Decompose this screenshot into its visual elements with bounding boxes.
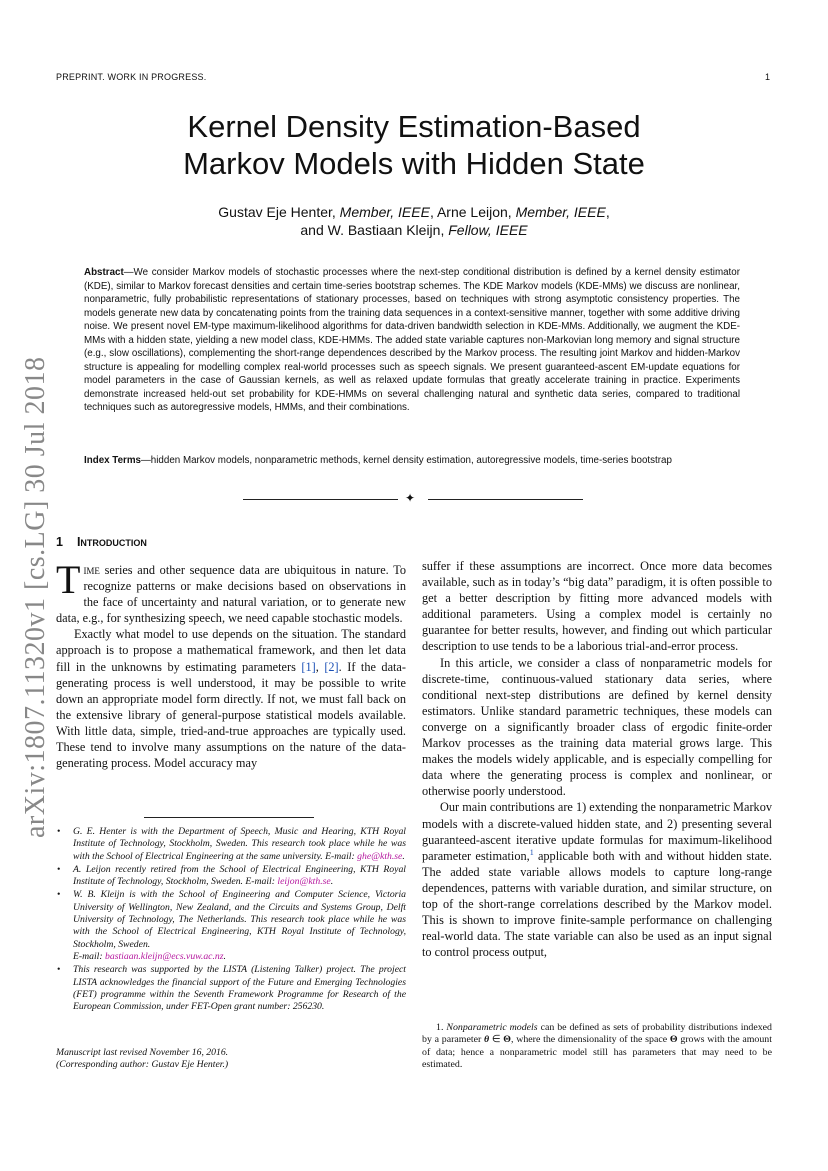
- footnote-rule: [144, 817, 314, 818]
- email-link-kleijn[interactable]: bastiaan.kleijn@ecs.vuw.ac.nz: [105, 950, 224, 962]
- author-1-role: Member, IEEE: [339, 204, 430, 220]
- abstract-text: —We consider Markov models of stochastic processes where the next-step conditional distribution is defined by a kernel density estimator (KDE), similar to Markov forecast densities and certain time-series bootstrap schemes. The KDE Markov models (KDE-MMs) we discuss are nonlinear, nonparametric, fully probabilistic representations of stationary processes, based on techniques with strong asymptotic consistency properties. The models generate new data by concatenating points from the training data sequences in a context-sensitive manner, together with some additive driving noise. We present novel EM-type maximum-likelihood algorithms for data-driven bandwidth selection in KDE-MMs. Additionally, we augment the KDE-MMs with a hidden state, yielding a new model class, KDE-HMMs. The added state variable captures non-Markovian long memory and signal structure (e.g., slow oscillations), complementing the short-range dependences described by the Markov process. The resulting joint Markov and hidden-Markov structure is appealing for modelling complex real-world processes such as speech signals. We present guaranteed-ascent EM-update equations for model parameters in the case of Gaussian kernels, as well as relaxed update formulas that greatly accelerate training in practice. Experiments demonstrate increased held-out set probability for KDE-HMMs on several challenging natural and synthetic data series, compared to traditional techniques such as autoregressive models, HMMs, and their combinations.: [84, 267, 740, 413]
- paper-title: [0, 108, 828, 182]
- footnote-kleijn-text: W. B. Kleijn is with the School of Engineering and Computer Science, Victoria University of Wellington, New Zealand, and the Circuits and Systems Group, Delft University of Technology, The Netherlands. This research took place while he was with the School of Electrical Engineering, KTH Royal Institute of Technology, Stockholm, Sweden.: [73, 889, 406, 950]
- footnote-1-text-b: , where the dimensionality of the space: [510, 1034, 670, 1046]
- citation-2-link[interactable]: [2]: [324, 659, 339, 674]
- email-link-leijon[interactable]: leijon@kth.se: [277, 876, 331, 888]
- footnote-1-term: Nonparametric models: [446, 1022, 538, 1033]
- theta-symbol: θ: [484, 1034, 490, 1046]
- footnote-kleijn: • W. B. Kleijn is with the School of Engineering and Computer Science, Victoria University of Wellington, New Zealand, and the Circuits and Systems Group, Delft University of Technology, The Netherlands. This research took place while he was with the School of Electrical Engineering, KTH Royal Institute of Technology, Stockholm, Sweden. E-mail: bastiaan.kleijn@ecs.vuw.ac.nz.: [73, 889, 406, 963]
- footnote-1-text-a: can be defined as sets of probability distributions indexed by a parameter: [422, 1022, 772, 1046]
- footnote-leijon-text: A. Leijon recently retired from the School of Electrical Engineering, KTH Royal Institute of Technology, Stockholm, Sweden. E-mail:: [73, 863, 406, 888]
- title-line-1: Kernel Density Estimation-Based: [187, 109, 641, 144]
- author-1: Gustav Eje Henter,: [218, 204, 340, 220]
- intro-paragraph-2b: . If the data-generating process is well understood, it may be possible to write down an appropriate model form directly. If not, we must fall back on the extensive library of general-purpose statistical models available. With little data, simple, tried-and-true approaches are typically used. These tend to involve many assumptions on the nature of the data-generating process. Model accuracy may: [56, 659, 406, 771]
- index-terms: [84, 454, 740, 468]
- affiliation-footnotes: [56, 826, 406, 1014]
- intro-paragraph-5a: Our main contributions are 1) extending the nonparametric Markov models with a discrete-valued hidden state, and 2) presenting several guaranteed-ascent iterative update formulas for maximum-likelihood parameter estimation,: [422, 800, 772, 863]
- section-divider: [243, 491, 583, 505]
- right-column: [422, 558, 772, 960]
- index-terms-text: —hidden Markov models, nonparametric methods, kernel density estimation, autoregressive models, time-series bootstrap: [141, 455, 672, 466]
- intro-paragraph-4: In this article, we consider a class of nonparametric models for discrete-time, continuous-valued stationary data series, where conditional next-step distributions are defined by kernel density estimators. Unlike standard parametric techniques, these models can converge on a significantly broader class of ergodic finite-order Markov processes as the training data material grows large. This makes the models widely applicable, and is especially compelling for data where the generating process is complex and nonlinear, or otherwise poorly understood.: [422, 655, 772, 799]
- manuscript-note: [56, 1047, 406, 1072]
- dropcap: T: [56, 557, 81, 602]
- author-3: and W. Bastiaan Kleijn,: [300, 222, 449, 238]
- title-line-2: Markov Models with Hidden State: [183, 146, 645, 181]
- index-terms-label: Index Terms: [84, 455, 141, 466]
- section-number: 1: [56, 535, 63, 549]
- page-number: 1: [764, 72, 770, 82]
- footnote-1-number: 1.: [436, 1022, 444, 1033]
- abstract: [84, 266, 740, 415]
- intro-paragraph-5b: applicable both with and without hidden state. The added state variable allows models to capture long-range dependences, patterns with variable duration, and similar structure, on top of the short-range correlations described by the Markov model. This is shown to improve finite-sample performance on challenging real-world data. The state variable can also be used as an input signal to control process output,: [422, 848, 773, 960]
- abstract-label: Abstract: [84, 267, 124, 278]
- footnote-1-ref-link[interactable]: 1: [529, 847, 534, 857]
- intro-paragraph-3: suffer if these assumptions are incorrect. Once more data becomes available, such as in today’s “big data” paradigm, it is often possible to get a better description by fitting more advanced models with additional parameters. Using a complex model is certainly no guarantee for better results, however, and finding out which particular description to use tends to be a laborious trial-and-error process.: [422, 559, 772, 654]
- Theta-symbol: Θ: [503, 1034, 511, 1046]
- footnote-kleijn-email-label: E-mail:: [73, 950, 106, 962]
- citation-1-link[interactable]: [1]: [301, 659, 316, 674]
- running-header: PREPRINT. WORK IN PROGRESS.: [56, 72, 207, 82]
- footnote-henter-text: G. E. Henter is with the Department of Speech, Music and Hearing, KTH Royal Institute of Technology, Stockholm, Sweden. This research took place while he was with the School of Electrical Engineering at the same university. E-mail:: [73, 826, 406, 862]
- first-word: ime: [83, 563, 100, 577]
- section-title: Introduction: [76, 535, 147, 549]
- element-of-symbol: ∈: [489, 1034, 504, 1046]
- author-list: [0, 203, 828, 239]
- email-link-henter[interactable]: ghe@kth.se: [357, 850, 403, 862]
- corresponding-author: (Corresponding author: Gustav Eje Henter.): [56, 1059, 229, 1071]
- footnote-leijon: • A. Leijon recently retired from the School of Electrical Engineering, KTH Royal Institute of Technology, Stockholm, Sweden. E-mail: leijon@kth.se.: [73, 864, 406, 889]
- section-heading: [56, 535, 147, 549]
- author-sep: ,: [605, 204, 610, 220]
- footnote-henter: • G. E. Henter is with the Department of Speech, Music and Hearing, KTH Royal Institute of Technology, Stockholm, Sweden. This research took place while he was with the School of Electrical Engineering at the same university. E-mail: ghe@kth.se.: [73, 826, 406, 863]
- citation-sep: ,: [315, 659, 325, 674]
- divider-star-icon: ✦: [405, 491, 416, 505]
- Theta-symbol-2: Θ: [669, 1034, 678, 1046]
- left-column: [56, 557, 406, 771]
- author-2-role: Member, IEEE: [515, 204, 606, 220]
- intro-paragraph-2a: Exactly what model to use depends on the situation. The standard approach is to propose a mathematical framework, and then let data fill in the unknowns by estimating parameters: [56, 627, 406, 674]
- footnote-1: [422, 1022, 772, 1071]
- arxiv-stamp: arXiv:1807.11320v1 [cs.LG] 30 Jul 2018: [20, 356, 51, 838]
- intro-paragraph-1: series and other sequence data are ubiquitous in nature. To recognize patterns or make decisions based on observations in the face of uncertainty and natural variation, or to generate new data, e.g., for synthesizing speech, we need capable stochastic models.: [56, 563, 406, 626]
- footnote-funding: • This research was supported by the LISTA (Listening Talker) project. The project LISTA acknowledges the financial support of the Future and Emerging Technologies (FET) programme within the Seventh Framework Programme for Research of the European Commission, under FET-Open grant number: 256230.: [73, 964, 406, 1013]
- author-3-role: Fellow, IEEE: [448, 222, 528, 238]
- author-2: , Arne Leijon,: [429, 204, 516, 220]
- manuscript-revised: Manuscript last revised November 16, 2016.: [56, 1047, 229, 1058]
- footnote-1-text-c: grows with the amount of data; hence a nonparametric model still has parameters that may need to be estimated.: [422, 1034, 772, 1070]
